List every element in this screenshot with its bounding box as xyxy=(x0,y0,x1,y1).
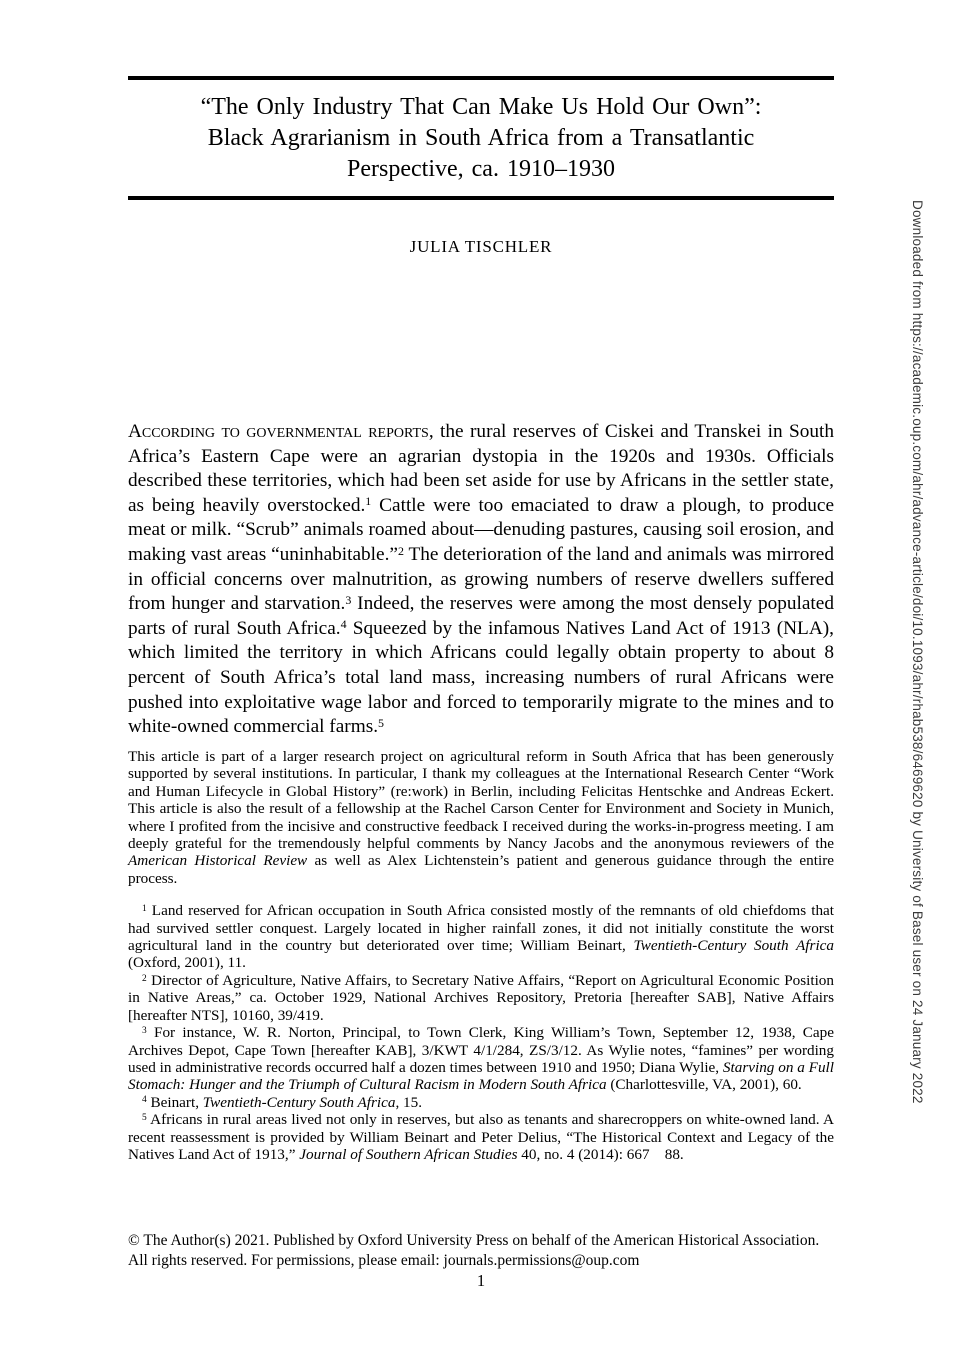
footnote-marker-2: 2 xyxy=(397,543,404,558)
footnote-marker-1: 1 xyxy=(365,494,372,509)
footnote-3 xyxy=(128,1024,834,1094)
paragraph-segment-4: Indeed, the reserves were among the most densely populated parts of rural South Africa. xyxy=(128,593,834,639)
paragraph-segment-2: Cattle were too emaciated to draw a plough, to produce meat or milk. “Scrub” animals roamed about—denuding pastures, causing soil erosion, and making vast areas “uninhabitable.” xyxy=(128,494,834,565)
footnote-1-text: Land reserved for African occupation in South Africa consisted mostly of the remnants of old chiefdoms that had survived settler conquest. Largely located in higher rainfall zones, it did not initially constitute the worst agricultural land in the country but deteriorated over time; William Beinart, xyxy=(128,902,834,955)
acknowledgment-segment-2: as well as Alex Lichtenstein’s patient and generous guidance through the entire process. xyxy=(128,852,834,887)
footnote-4-number: 4 xyxy=(142,1095,147,1106)
title-line-3: Perspective, ca. 1910–1930 xyxy=(347,156,615,182)
footnote-1-text-end: (Oxford, 2001), 11. xyxy=(128,954,246,972)
footnote-5-number: 5 xyxy=(142,1112,147,1123)
footnote-marker-4: 4 xyxy=(340,617,347,632)
paragraph-segment-5: Squeezed by the infamous Natives Land Act of 1913 (NLA), which limited the territory in which Africans could legally obtain property to about 8 percent of South Africa’s total land mass, increasing numbers of rural Africans were pushed into exploitative wage labor and forced to temporarily migrate to the mines and to white-owned commercial farms. xyxy=(128,617,834,738)
title-rule-top xyxy=(128,76,834,80)
acknowledgment-note xyxy=(128,748,834,887)
footnote-marker-3: 3 xyxy=(345,592,352,607)
paragraph-segment-1: , the rural reserves of Ciskei and Transkei in South Africa’s Eastern Cape were an agrarian dystopia in the 1920s and 1930s. Officials described these territories, which had been set aside for use by Africans in the settler state, as being heavily overstocked. xyxy=(128,421,834,516)
footnote-5-italic: Journal of Southern African Studies xyxy=(299,1145,518,1163)
numbered-footnotes xyxy=(128,902,834,1163)
footnote-1-number: 1 xyxy=(142,904,147,915)
footnote-2-number: 2 xyxy=(142,973,147,984)
footnote-5-text: Africans in rural areas lived not only in reserves, but also as tenants and sharecroppers on white-owned land. A recent reassessment is provided by William Beinart and Peter Delius, “The Historical Context and Legacy of the Natives Land Act of 1913,” xyxy=(128,1111,834,1163)
footnote-3-text: For instance, W. R. Norton, Principal, to Town Clerk, King William’s Town, September 12, 1938, Cape Archives Depot, Cape Town [hereafter KAB], 3/KWT 4/1/284, ZS/3/12. As Wylie notes, “famines” per wording used in administrative records occurred half a dozen times between 1910 and 1950; Diana Wylie, xyxy=(128,1024,834,1076)
journal-title-italic: American Historical Review xyxy=(128,852,308,870)
page-number: 1 xyxy=(476,1271,486,1290)
paragraph-segment-3: The deterioration of the land and animals was mirrored in official concerns over malnutrition, as growing numbers of reserve dwellers suffered from hunger and starvation. xyxy=(128,543,834,615)
acknowledgment-segment-1: This article is part of a larger research project on agricultural reform in South Africa that has been generously supported by several institutions. In particular, I thank my colleagues at the International Research Center “Work and Human Lifecycle in Global History” (re:work) in Berlin, including Felicitas Hentschke and Andreas Eckert. This article is also the result of a fellowship at the Rachel Carson Center for Environment and Society in Munich, where I profited from the incisive and constructive feedback I received during the works-in-progress meeting. I am deeply grateful for the tremendously helpful comments by Nancy Jacobs and the anonymous reviewers of the xyxy=(128,748,834,853)
footnote-5 xyxy=(128,1111,834,1163)
title-line-2: Black Agrarianism in South Africa from a Transatlantic xyxy=(207,125,755,151)
article-title xyxy=(128,92,834,185)
download-watermark: Downloaded from https://academic.oup.com/ahr/advance-article/doi/10.1093/ahr/rhab538/6469620 by University of Basel user on 24 January 2022 xyxy=(910,200,925,1104)
footnote-4-italic: Twentieth-Century South Africa xyxy=(202,1093,396,1111)
footnote-3-number: 3 xyxy=(142,1025,147,1036)
footnote-3-text-end: (Charlottesville, VA, 2001), 60. xyxy=(606,1076,802,1094)
footnote-3-italic: Starving on a Full Stomach: Hunger and the Triumph of Cultural Racism in Modern South Africa xyxy=(128,1058,834,1094)
footnote-2 xyxy=(128,972,834,1024)
copyright-notice: © The Author(s) 2021. Published by Oxford University Press on behalf of the American Historical Association. All rights reserved. For permissions, please email: journals.permissions@oup.com xyxy=(128,1232,820,1269)
title-line-1: “The Only Industry That Can Make Us Hold Our Own”: xyxy=(200,94,762,120)
footnote-2-text: Director of Agriculture, Native Affairs, to Secretary Native Affairs, “Report on Agricultural Economic Position in Native Areas,” ca. October 1929, National Archives Repository, Pretoria [hereafter SAB], Native Affairs [hereafter NTS], 10160, 39/419. xyxy=(128,971,834,1024)
title-rule-bottom xyxy=(128,196,834,200)
footnote-1 xyxy=(128,902,834,972)
footnote-1-italic: Twentieth-Century South Africa xyxy=(633,937,834,955)
footnote-4-text: Beinart, xyxy=(146,1093,203,1111)
lead-in-smallcaps: According to governmental reports xyxy=(128,421,429,442)
footnote-4-text-end: , 15. xyxy=(395,1093,423,1111)
footnote-block xyxy=(128,748,834,1163)
opening-paragraph xyxy=(128,420,834,740)
author-name: JULIA TISCHLER xyxy=(409,237,553,256)
footnote-5-text-end: 40, no. 4 (2014): 667 88. xyxy=(517,1145,684,1163)
footnote-marker-5: 5 xyxy=(378,715,385,730)
footnote-4 xyxy=(128,1094,834,1111)
